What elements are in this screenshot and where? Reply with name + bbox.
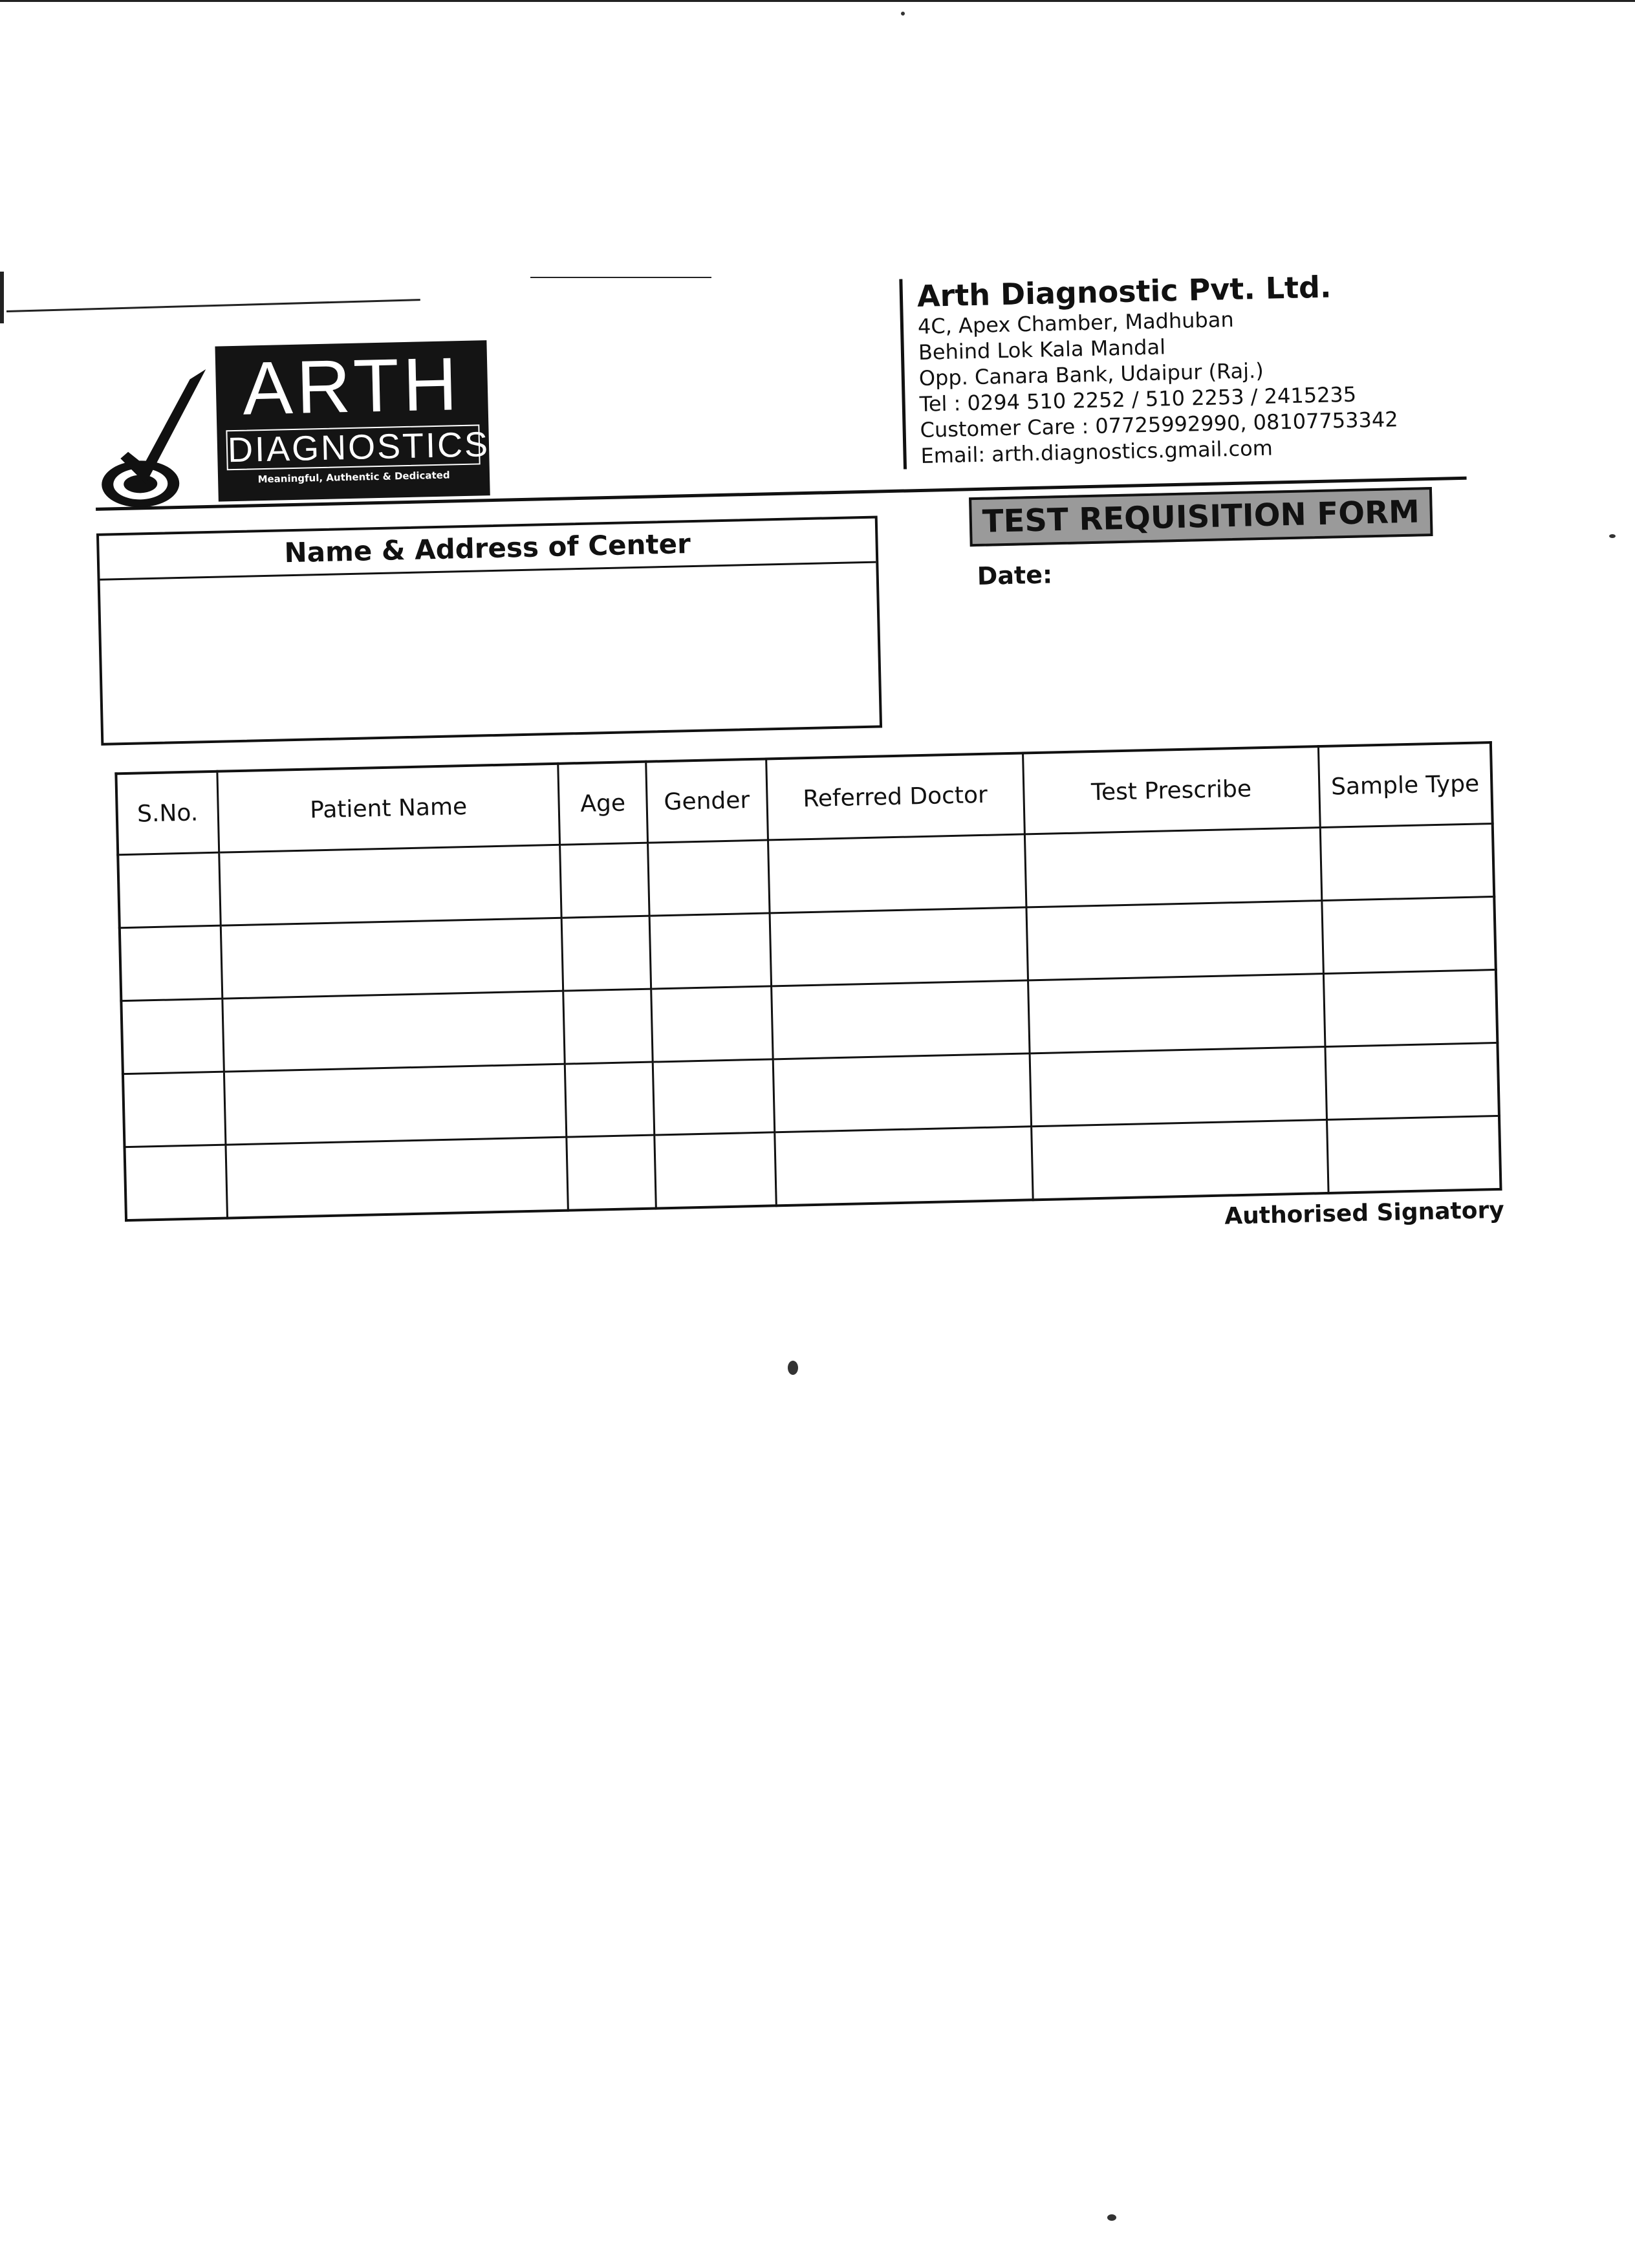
cell-referred-doctor[interactable] [768, 834, 1026, 913]
cell-referred-doctor[interactable] [774, 1127, 1032, 1205]
cell-sno[interactable] [123, 1072, 226, 1147]
cell-age[interactable] [560, 843, 649, 918]
center-address-field[interactable] [100, 563, 880, 742]
logo-tagline: Meaningful, Authentic & Dedicated [257, 469, 450, 486]
cell-patient-name[interactable] [221, 918, 563, 999]
form-title: TEST REQUISITION FORM [969, 487, 1433, 546]
company-name: Arth Diagnostic Pvt. Ltd. [916, 269, 1332, 314]
col-header-sno: S.No. [116, 772, 219, 855]
address-line: Opp. Canara Bank, Udaipur (Raj.) [918, 358, 1264, 391]
cell-referred-doctor[interactable] [773, 1053, 1031, 1132]
cell-sno[interactable] [124, 1145, 227, 1220]
company-details [899, 266, 1502, 470]
cell-sample-type[interactable] [1322, 897, 1496, 974]
cell-sno[interactable] [121, 999, 224, 1074]
cell-test-prescribe[interactable] [1026, 901, 1323, 980]
col-header-age: Age [558, 762, 647, 845]
cell-age[interactable] [561, 916, 651, 991]
target-check-icon [92, 359, 226, 523]
col-header-referred-doctor: Referred Doctor [766, 753, 1024, 839]
telephone-line: Tel : 0294 510 2252 / 510 2253 / 2415235 [919, 382, 1357, 416]
cell-sample-type[interactable] [1326, 1116, 1500, 1193]
scan-speck [1609, 534, 1616, 538]
email-line: Email: arth.diagnostics.gmail.com [920, 435, 1273, 468]
cell-test-prescribe[interactable] [1030, 1047, 1327, 1127]
cell-sample-type[interactable] [1325, 1042, 1499, 1119]
col-header-patient-name: Patient Name [217, 764, 560, 852]
cell-referred-doctor[interactable] [770, 907, 1028, 986]
cell-patient-name[interactable] [224, 1064, 567, 1145]
cell-patient-name[interactable] [219, 845, 561, 925]
cell-sno[interactable] [118, 852, 221, 928]
scan-edge-line [0, 0, 1635, 2]
cell-patient-name[interactable] [226, 1137, 568, 1218]
col-header-sample-type: Sample Type [1318, 742, 1493, 828]
cell-age[interactable] [563, 989, 653, 1064]
cell-gender[interactable] [649, 913, 771, 989]
cell-sample-type[interactable] [1320, 824, 1494, 901]
cell-age[interactable] [567, 1135, 656, 1211]
scan-speck [788, 1361, 798, 1375]
logo-brand-box [215, 340, 490, 501]
cell-gender[interactable] [647, 840, 769, 916]
cell-sample-type[interactable] [1323, 969, 1497, 1046]
cell-patient-name[interactable] [222, 991, 565, 1072]
scan-speck [901, 12, 905, 16]
logo-brand-main: ARTH [241, 341, 462, 431]
authorised-signatory-label: Authorised Signatory [1224, 1196, 1505, 1230]
cell-gender[interactable] [651, 986, 772, 1062]
center-box-heading: Name & Address of Center [99, 519, 876, 581]
patient-table [114, 741, 1502, 1222]
cell-age[interactable] [565, 1062, 654, 1137]
arth-logo [92, 340, 510, 517]
col-header-test-prescribe: Test Prescribe [1023, 746, 1320, 834]
col-header-gender: Gender [646, 759, 768, 843]
customer-care-line: Customer Care : 07725992990, 08107753342 [920, 407, 1398, 442]
date-label: Date: [977, 560, 1053, 591]
cell-gender[interactable] [655, 1132, 776, 1209]
cell-sno[interactable] [120, 925, 222, 1001]
cell-referred-doctor[interactable] [771, 980, 1029, 1059]
cell-test-prescribe[interactable] [1031, 1119, 1328, 1200]
center-address-box [96, 515, 882, 745]
cell-gender[interactable] [653, 1059, 774, 1135]
scan-edge-line [0, 272, 4, 323]
address-line: 4C, Apex Chamber, Madhuban [917, 307, 1235, 339]
address-line: Behind Lok Kala Mandal [918, 334, 1166, 365]
requisition-form-sheet [91, 246, 1523, 1280]
cell-test-prescribe[interactable] [1028, 974, 1325, 1053]
logo-brand-sub: DIAGNOSTICS [226, 424, 480, 470]
scan-speck [1107, 2214, 1116, 2221]
cell-test-prescribe[interactable] [1024, 828, 1322, 907]
